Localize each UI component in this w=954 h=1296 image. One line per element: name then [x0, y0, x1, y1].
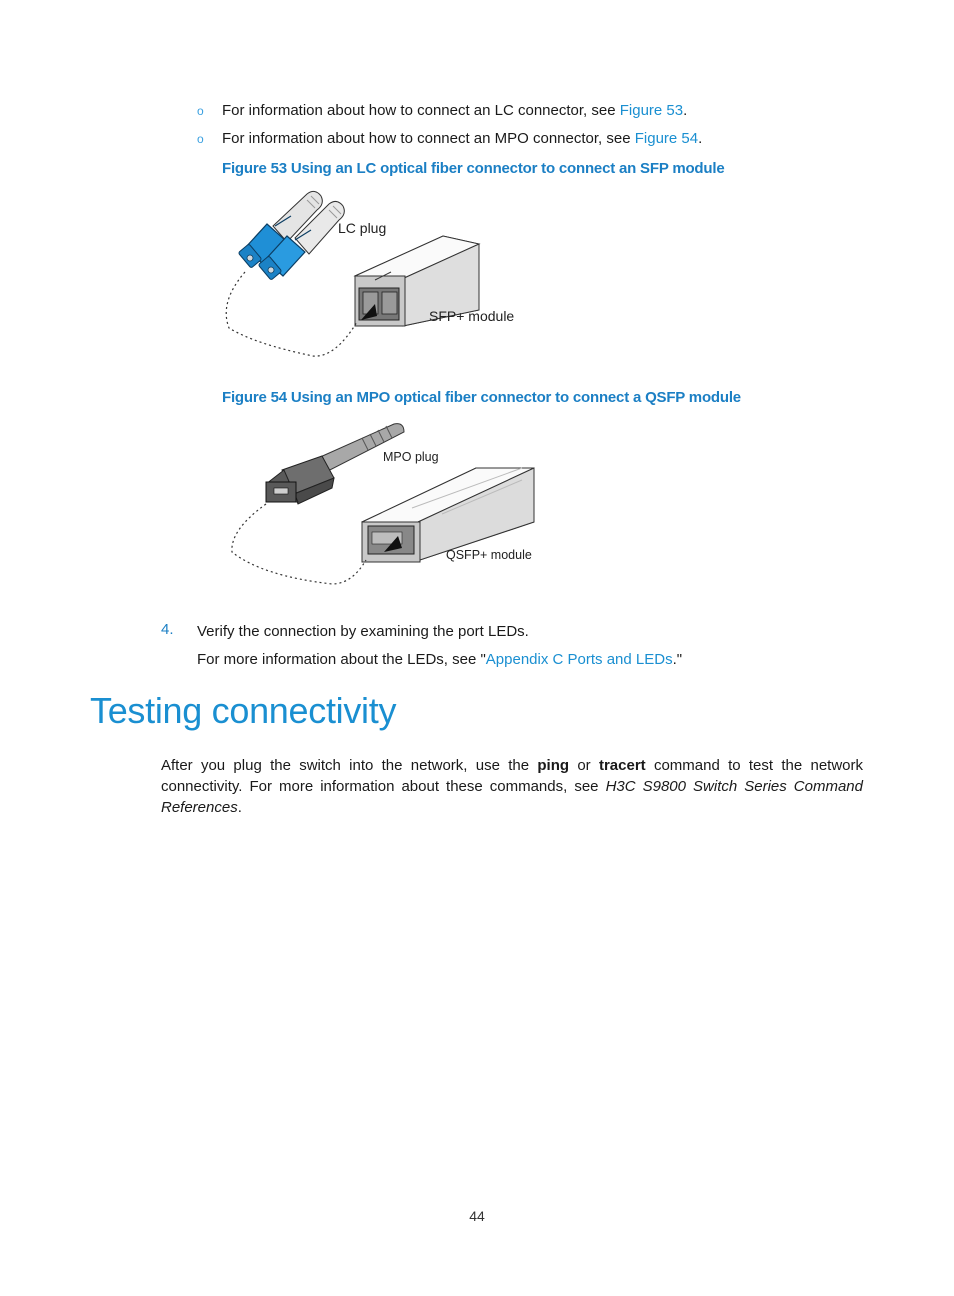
more-info-suffix: ." — [672, 651, 683, 668]
appendix-c-link[interactable]: Appendix C Ports and LEDs — [485, 651, 673, 668]
bullet-text — [222, 100, 687, 121]
bullet-marker: o — [197, 104, 204, 118]
figure-54-illustration — [222, 418, 542, 590]
figure-53-link[interactable]: Figure 53 — [619, 102, 684, 119]
paragraph-text: or — [569, 757, 599, 774]
paragraph-text: command to test the network connectivity. For more information about these commands, see — [161, 757, 864, 795]
figure-54-link[interactable]: Figure 54 — [634, 130, 699, 147]
bullet-text — [222, 128, 702, 149]
lc-plug-label: LC plug — [338, 220, 387, 236]
ping-command: ping — [537, 757, 570, 774]
connection-path — [232, 504, 366, 584]
more-info-prefix: For more information about the LEDs, see " — [197, 651, 486, 668]
bullet-marker: o — [197, 132, 204, 146]
page-number: 44 — [469, 1208, 485, 1224]
tracert-command: tracert — [598, 757, 646, 774]
bullet-text-prefix: For information about how to connect an MPO connector, see — [222, 130, 635, 147]
figure-53-illustration — [215, 186, 535, 366]
bullet-text-suffix: . — [698, 130, 703, 147]
step-more-info — [197, 649, 682, 670]
bullet-item — [197, 128, 204, 150]
command-reference-title: H3C S9800 Switch Series Command References — [161, 778, 863, 816]
mpo-plug-label: MPO plug — [383, 450, 439, 464]
step-number: 4. — [161, 621, 174, 638]
figure-54-title: Figure 54 Using an MPO optical fiber connector to connect a QSFP module — [222, 389, 741, 406]
section-paragraph — [161, 755, 863, 818]
mpo-plug-cable — [318, 424, 404, 472]
paragraph-text: After you plug the switch into the network, use the — [161, 757, 538, 774]
qsfp-module-label: QSFP+ module — [446, 548, 532, 562]
sfp-module-label: SFP+ module — [429, 308, 515, 324]
bullet-item — [197, 100, 204, 122]
figure-53-title: Figure 53 Using an LC optical fiber connector to connect an SFP module — [222, 160, 725, 177]
mpo-plug-icon — [266, 456, 334, 504]
step-text: Verify the connection by examining the port LEDs. — [197, 623, 529, 640]
bullet-text-prefix: For information about how to connect an LC connector, see — [222, 102, 620, 119]
paragraph-text: . — [237, 799, 242, 816]
section-heading: Testing connectivity — [90, 690, 397, 731]
bullet-text-suffix: . — [683, 102, 688, 119]
connection-path — [226, 272, 357, 356]
